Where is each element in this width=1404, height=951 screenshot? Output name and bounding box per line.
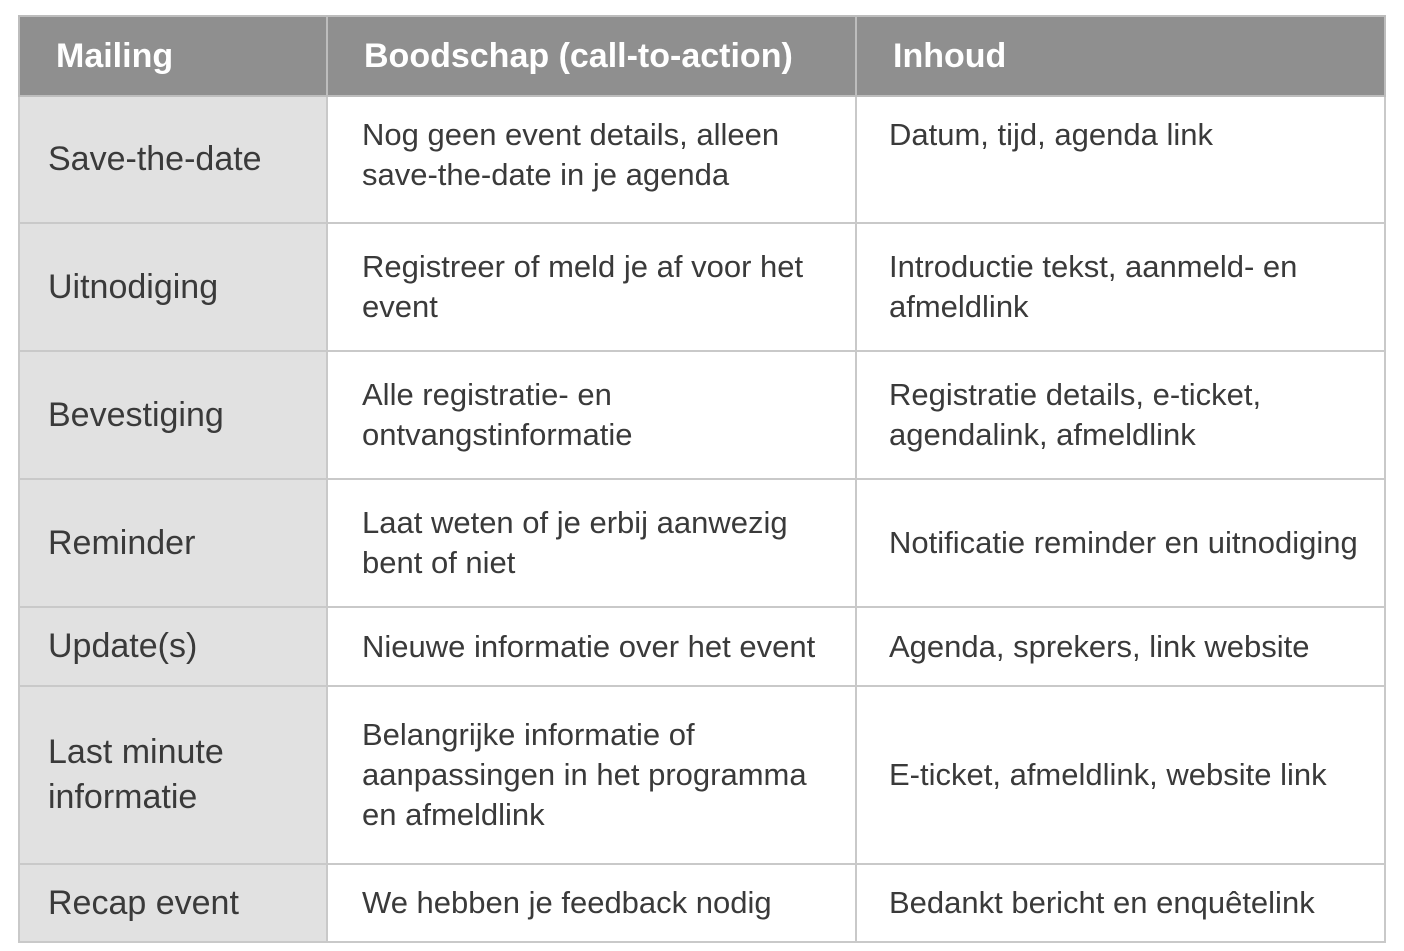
message-cell: Registreer of meld je af voor het event [327, 223, 856, 351]
table-row [19, 607, 1385, 686]
mailing-cell: Recap event [19, 864, 327, 942]
header-content: Inhoud [856, 16, 1385, 96]
content-cell: Registratie details, e-ticket, agendalink, afmeldlink [856, 351, 1385, 479]
table-header [19, 16, 1385, 96]
message-cell: We hebben je feedback nodig [327, 864, 856, 942]
content-cell: Bedankt bericht en enquêtelink [856, 864, 1385, 942]
content-cell: Datum, tijd, agenda link [856, 96, 1385, 223]
table-row [19, 479, 1385, 607]
message-cell: Belangrijke informatie of aanpassingen in het programma en afmeldlink [327, 686, 856, 864]
message-cell: Alle registratie- en ontvangstinformatie [327, 351, 856, 479]
message-cell: Nieuwe informatie over het event [327, 607, 856, 686]
mailing-cell: Save-the-date [19, 96, 327, 223]
message-cell: Laat weten of je erbij aanwezig bent of niet [327, 479, 856, 607]
header-message: Boodschap (call-to-action) [327, 16, 856, 96]
content-cell: Introductie tekst, aanmeld- en afmeldlink [856, 223, 1385, 351]
header-row [19, 16, 1385, 96]
table-row [19, 223, 1385, 351]
mailing-cell: Uitnodiging [19, 223, 327, 351]
content-cell: E-ticket, afmeldlink, website link [856, 686, 1385, 864]
mailing-cell: Bevestiging [19, 351, 327, 479]
table-row [19, 351, 1385, 479]
content-cell: Agenda, sprekers, link website [856, 607, 1385, 686]
table-row [19, 96, 1385, 223]
message-cell: Nog geen event details, alleen save-the-date in je agenda [327, 96, 856, 223]
content-cell: Notificatie reminder en uitnodiging [856, 479, 1385, 607]
mailing-table [18, 15, 1386, 943]
table-row [19, 686, 1385, 864]
mailing-cell: Last minute informatie [19, 686, 327, 864]
mailing-cell: Reminder [19, 479, 327, 607]
table-row [19, 864, 1385, 942]
mailing-cell: Update(s) [19, 607, 327, 686]
table-body [19, 96, 1385, 942]
header-mailing: Mailing [19, 16, 327, 96]
